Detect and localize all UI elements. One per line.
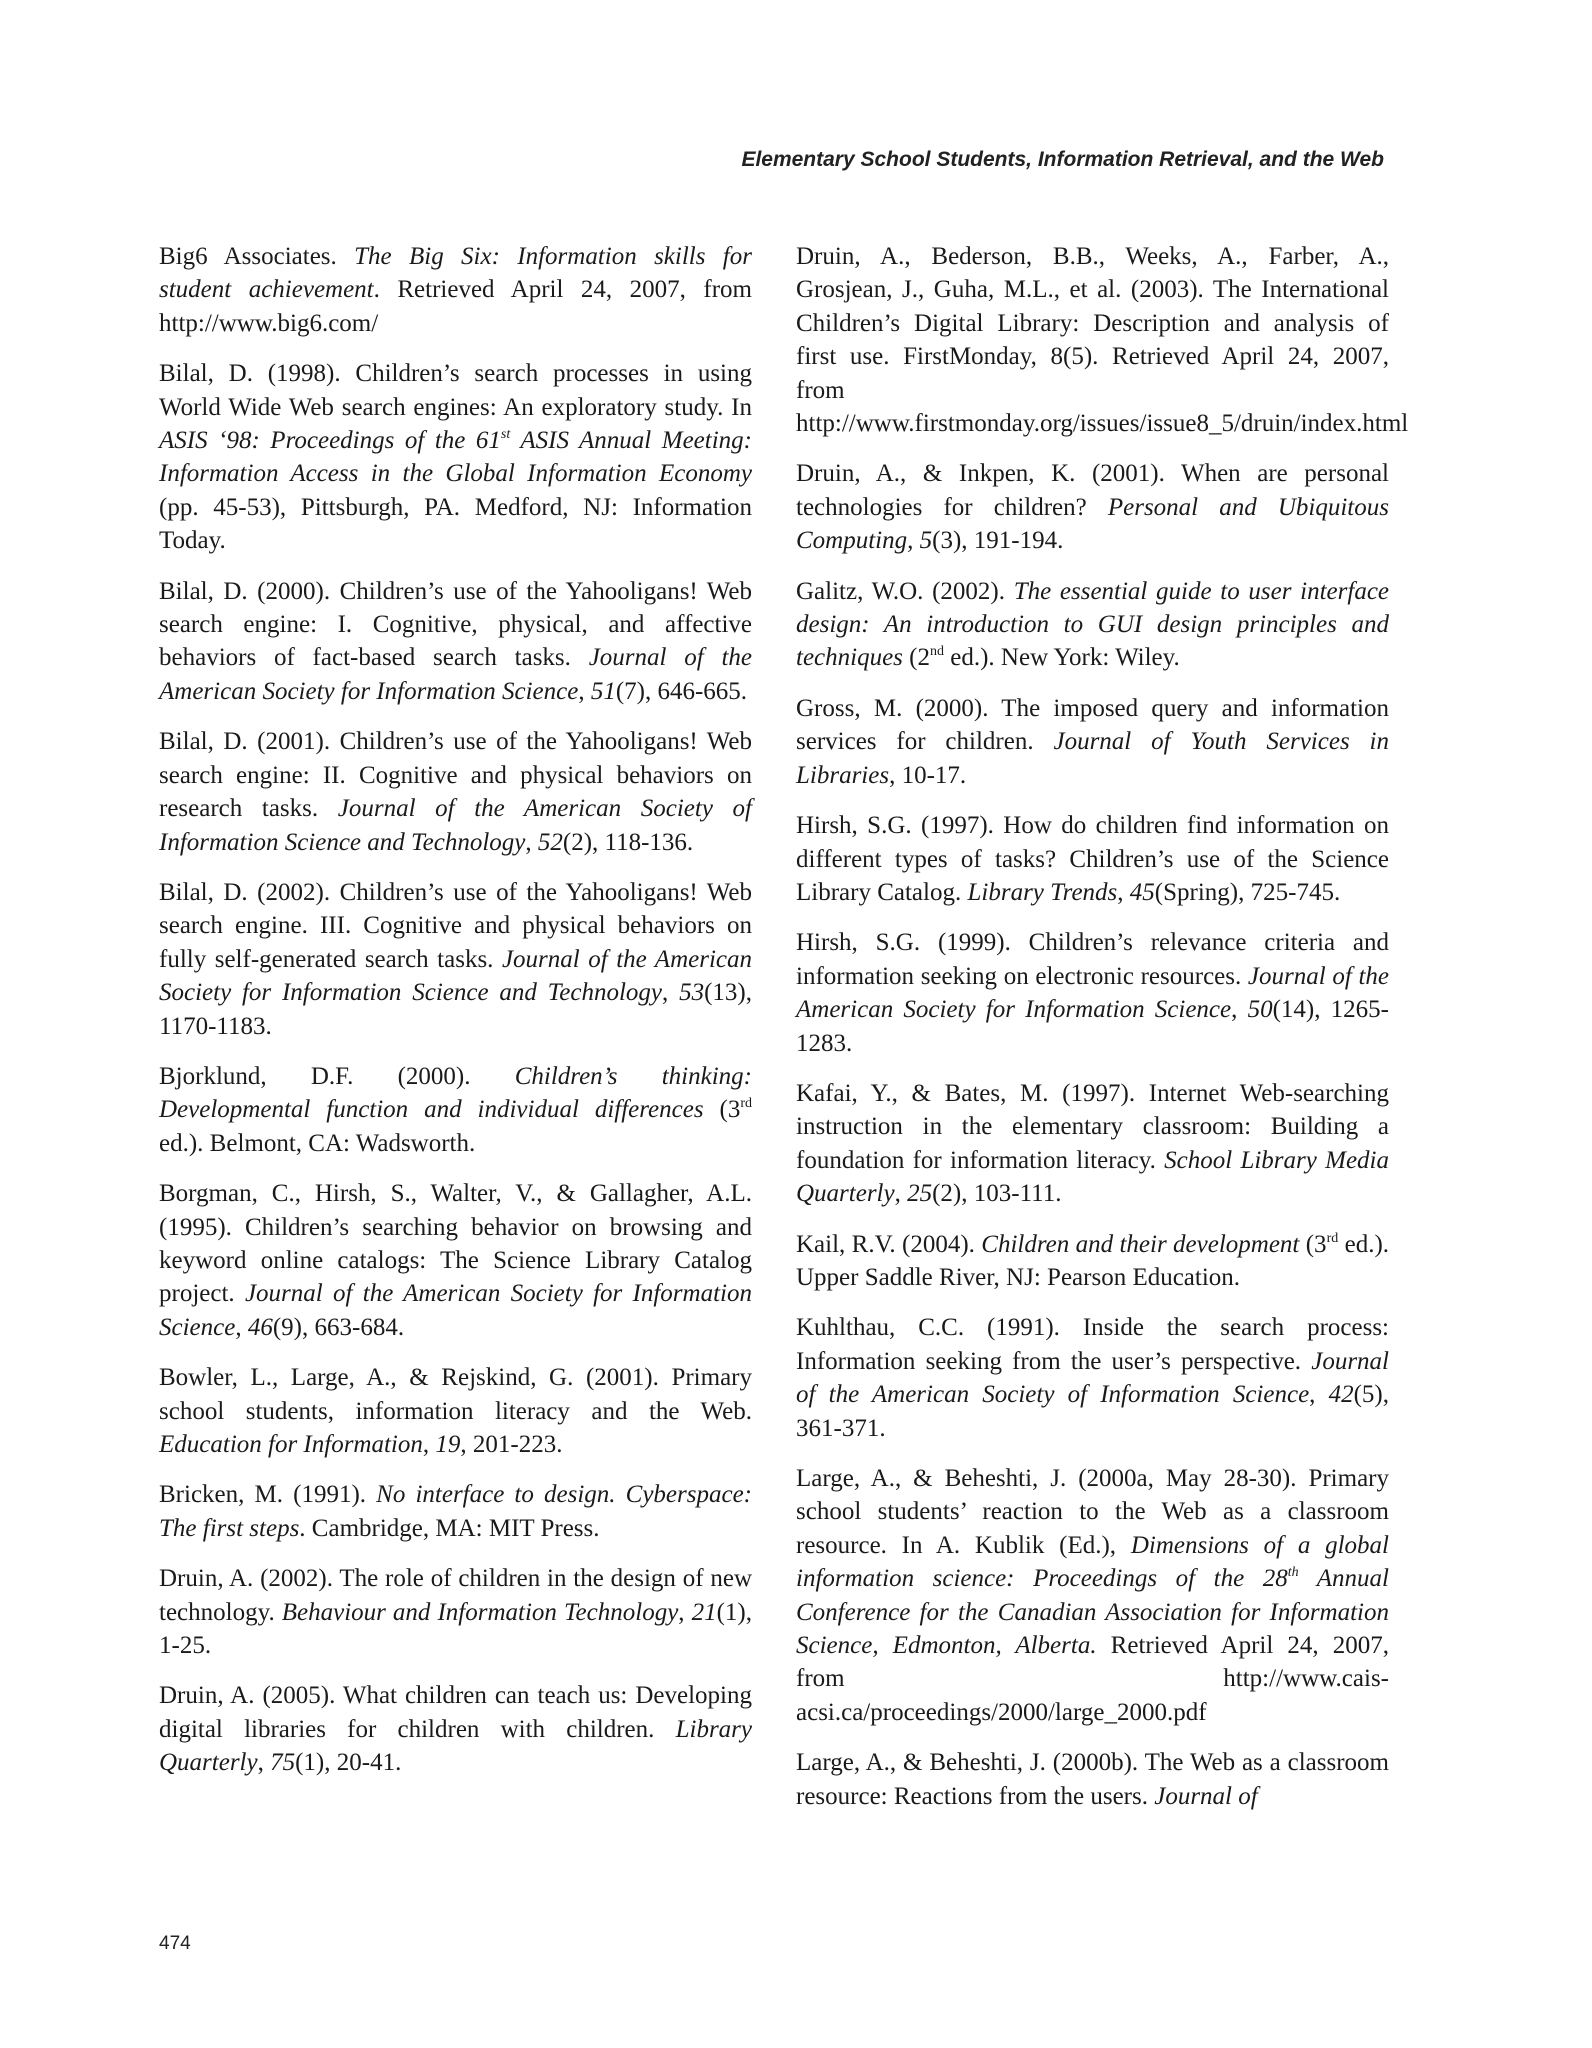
italic-text: Journal of the American Society for Information Science [159,644,752,705]
text-run: Gross, M. (2000). The imposed query and information services for children. [796,694,1389,756]
reference-column-left [159,240,752,1797]
text-run: (1), 20-41. [295,1749,402,1777]
reference-entry [159,1177,752,1344]
text-run: , [257,1749,271,1777]
italic-text: Personal and Ubiquitous Computing, 5 [796,493,1389,555]
italic-text: Journal of the American Society for Information Science [796,962,1389,1024]
text-run: Bjorklund, D.F. (2000). [159,1062,515,1090]
text-run: Bilal, D. (2002). Children’s use of the Yahooligans! Web search engine. III. Cognitive and physical behaviors on fully self-generated search tasks. [159,878,752,973]
superscript: st [500,427,511,443]
reference-entry [796,926,1389,1060]
text-run: , 201-223. [460,1431,563,1458]
italic-text: Annual Conference for the Canadian Association for Information Science, Edmonton, Alberta. [796,1565,1389,1660]
text-run: Large, A., & Beheshti, J. (2000b). The Web as a classroom resource: Reactions from the users. [796,1749,1389,1810]
superscript: th [1287,1565,1299,1581]
text-run: (2), 118-136. [562,828,694,856]
text-run: Borgman, C., Hirsh, S., Walter, V., & Gallagher, A.L. (1995). Children’s searching behavior on browsing and keyword online catalogs: The Science Library Catalog project. [159,1180,752,1308]
text-run: ed.). Belmont, CA: Wadsworth. [159,1129,476,1157]
reference-entry [796,575,1389,675]
italic-text: Journal of the American Society for Information Science [159,1280,752,1341]
italic-text: 21 [691,1598,717,1626]
italic-text: 19 [435,1431,461,1458]
text-run: Bilal, D. (2001). Children’s use of the Yahooligans! Web search engine: II. Cognitive and physical behaviors on research tasks. [159,728,752,823]
italic-text: 51 [590,677,616,705]
text-run: Druin, A., Bederson, B.B., Weeks, A., Farber, A., Grosjean, J., Guha, M.L., et al. (2003). The International Children’s Digital Library: Description and analysis of first use. FirstMonday, 8(5). Retrieved April 24, 2007, from http://www.firstmonday.org/issues/issue8_5/druin/index.html [796,243,1409,438]
text-run: Druin, A. (2005). What children can teach us: Developing digital libraries for children with children. [159,1682,752,1743]
text-run: , [422,1431,436,1458]
italic-text: No interface to design. Cyberspace: The first steps [159,1481,752,1542]
text-run: (pp. 45-53), Pittsburgh, PA. Medford, NJ: Information Today. [159,493,752,555]
reference-entry [159,1562,752,1662]
text-run: . Cambridge, MA: MIT Press. [299,1514,600,1542]
reference-entry [796,1462,1389,1729]
text-run: Druin, A., & Inkpen, K. (2001). When are personal technologies for children? [796,460,1389,521]
text-run: (5), 361-371. [796,1381,1389,1442]
text-run: Hirsh, S.G. (1997). How do children find information on different types of tasks? Children’s use of the Science Library Catalog. [796,812,1389,906]
reference-entry [796,1077,1389,1211]
text-run: , [1117,878,1130,906]
text-run: ed.). New York: Wiley. [944,644,1180,672]
text-run: , [578,677,591,705]
italic-text: Children’s thinking: Developmental function and individual differences [159,1062,752,1124]
text-run: Kail, R.V. (2004). [796,1230,982,1258]
text-run: , [1231,996,1248,1024]
text-run: ed.). Upper Saddle River, NJ: Pearson Education. [796,1230,1390,1291]
reference-entry [796,1311,1389,1445]
italic-text: 50 [1247,996,1273,1024]
text-run: Bilal, D. (2000). Children’s use of the Yahooligans! Web search engine: I. Cognitive, physical, and affective behaviors of fact-based search tasks. [159,577,752,672]
reference-entry [796,240,1409,440]
text-run: (14), 1265-1283. [796,996,1390,1057]
italic-text: 25 [907,1180,933,1208]
italic-text: 46 [247,1313,273,1341]
page-number: 474 [159,1933,191,1954]
reference-entry [159,575,752,709]
reference-entry [159,1361,752,1461]
superscript: rd [1326,1230,1339,1246]
text-run: (2 [902,644,930,672]
text-run: Kuhlthau, C.C. (1991). Inside the search process: Information seeking from the user’s perspective. [796,1314,1389,1375]
text-run: , [525,828,538,856]
reference-entry [159,240,752,340]
reference-entry [796,1228,1389,1295]
italic-text: Journal of the American Society of Information Science [796,1347,1389,1409]
text-run: , [1309,1381,1329,1409]
reference-entry [796,692,1389,792]
reference-entry [159,1060,752,1160]
text-run: , [678,1598,692,1626]
text-run: (1), 1-25. [159,1598,752,1660]
superscript: nd [930,644,944,660]
italic-text: Journal of the American Society for Information Science and Technology [159,945,752,1007]
reference-entry [796,809,1389,909]
italic-text: Children and their development [981,1230,1300,1258]
text-run: (7), 646-665. [615,677,748,705]
text-run: Retrieved April 24, 2007, from http://www.cais-acsi.ca/proceedings/2000/large_2000.pdf [796,1632,1390,1726]
italic-text: 45 [1129,878,1155,906]
text-run: Kafai, Y., & Bates, M. (1997). Internet Web-searching instruction in the elementary classroom: Building a foundation for information literacy. [796,1079,1389,1174]
italic-text: The Big Six: Information skills for student achievement [159,243,752,304]
reference-entry [159,357,752,557]
reference-entry [159,1679,752,1779]
text-run: , [662,979,680,1007]
text-run: Bilal, D. (1998). Children’s search processes in using World Wide Web search engines: An exploratory study. In [159,360,752,421]
text-run: , [235,1313,248,1341]
italic-text: Library Trends [967,878,1118,906]
italic-text: 53 [679,979,705,1007]
superscript: rd [740,1096,752,1112]
text-run: (13), 1170-1183. [159,979,752,1040]
italic-text: 42 [1328,1381,1354,1409]
text-run: Hirsh, S.G. (1999). Children’s relevance criteria and information seeking on electronic resources. [796,929,1389,990]
reference-column-right [796,240,1409,1830]
italic-text: 52 [537,828,563,856]
italic-text: Education for Information [159,1431,423,1458]
text-run: Bowler, L., Large, A., & Rejskind, G. (2001). Primary school students, information literacy and the Web. [159,1364,752,1425]
text-run: Galitz, W.O. (2002). [796,577,1014,605]
text-run: Bricken, M. (1991). [159,1481,377,1509]
text-run: Big6 Associates. [159,243,355,270]
italic-text: ASIS Annual Meeting: Information Access in the Global Information Economy [159,427,752,488]
reference-entry [796,457,1389,557]
text-run: , [894,1180,908,1208]
text-run: (3 [703,1096,741,1124]
text-run: (2), 103-111. [932,1180,1062,1208]
text-run: (3 [1299,1230,1327,1258]
text-run: Druin, A. (2002). The role of children in the design of new technology. [159,1565,752,1626]
text-run: (Spring), 725-745. [1154,878,1341,906]
italic-text: Library Quarterly [159,1715,752,1777]
italic-text: ASIS ‘98: Proceedings of the 61 [159,427,501,455]
text-run: (9), 663-684. [272,1313,405,1341]
italic-text: Journal of Youth Services in Libraries [796,728,1389,789]
reference-entry [159,725,752,859]
running-head: Elementary School Students, Information Retrieval, and the Web [741,148,1384,171]
italic-text: Journal of the American Society of Information Science and Technology [159,795,752,856]
reference-entry [796,1746,1389,1813]
text-run: Large, A., & Beheshti, J. (2000a, May 28-30). Primary school students’ reaction to the Web as a classroom resource. In A. Kublik (Ed.), [796,1465,1389,1559]
text-run: , 10-17. [889,761,967,789]
text-run: . Retrieved April 24, 2007, from http://www.big6.com/ [159,276,752,337]
italic-text: The essential guide to user interface design: An introduction to GUI design principles and techniques [796,577,1390,672]
text-run: (3), 191-194. [932,527,1064,555]
italic-text: Journal of [1154,1782,1258,1810]
italic-text: School Library Media Quarterly [796,1146,1389,1208]
reference-entry [159,1478,752,1545]
italic-text: 75 [270,1749,296,1777]
italic-text: Dimensions of a global information science: Proceedings of the 28 [796,1531,1389,1593]
reference-entry [159,876,752,1043]
italic-text: Behaviour and Information Technology [281,1598,679,1626]
